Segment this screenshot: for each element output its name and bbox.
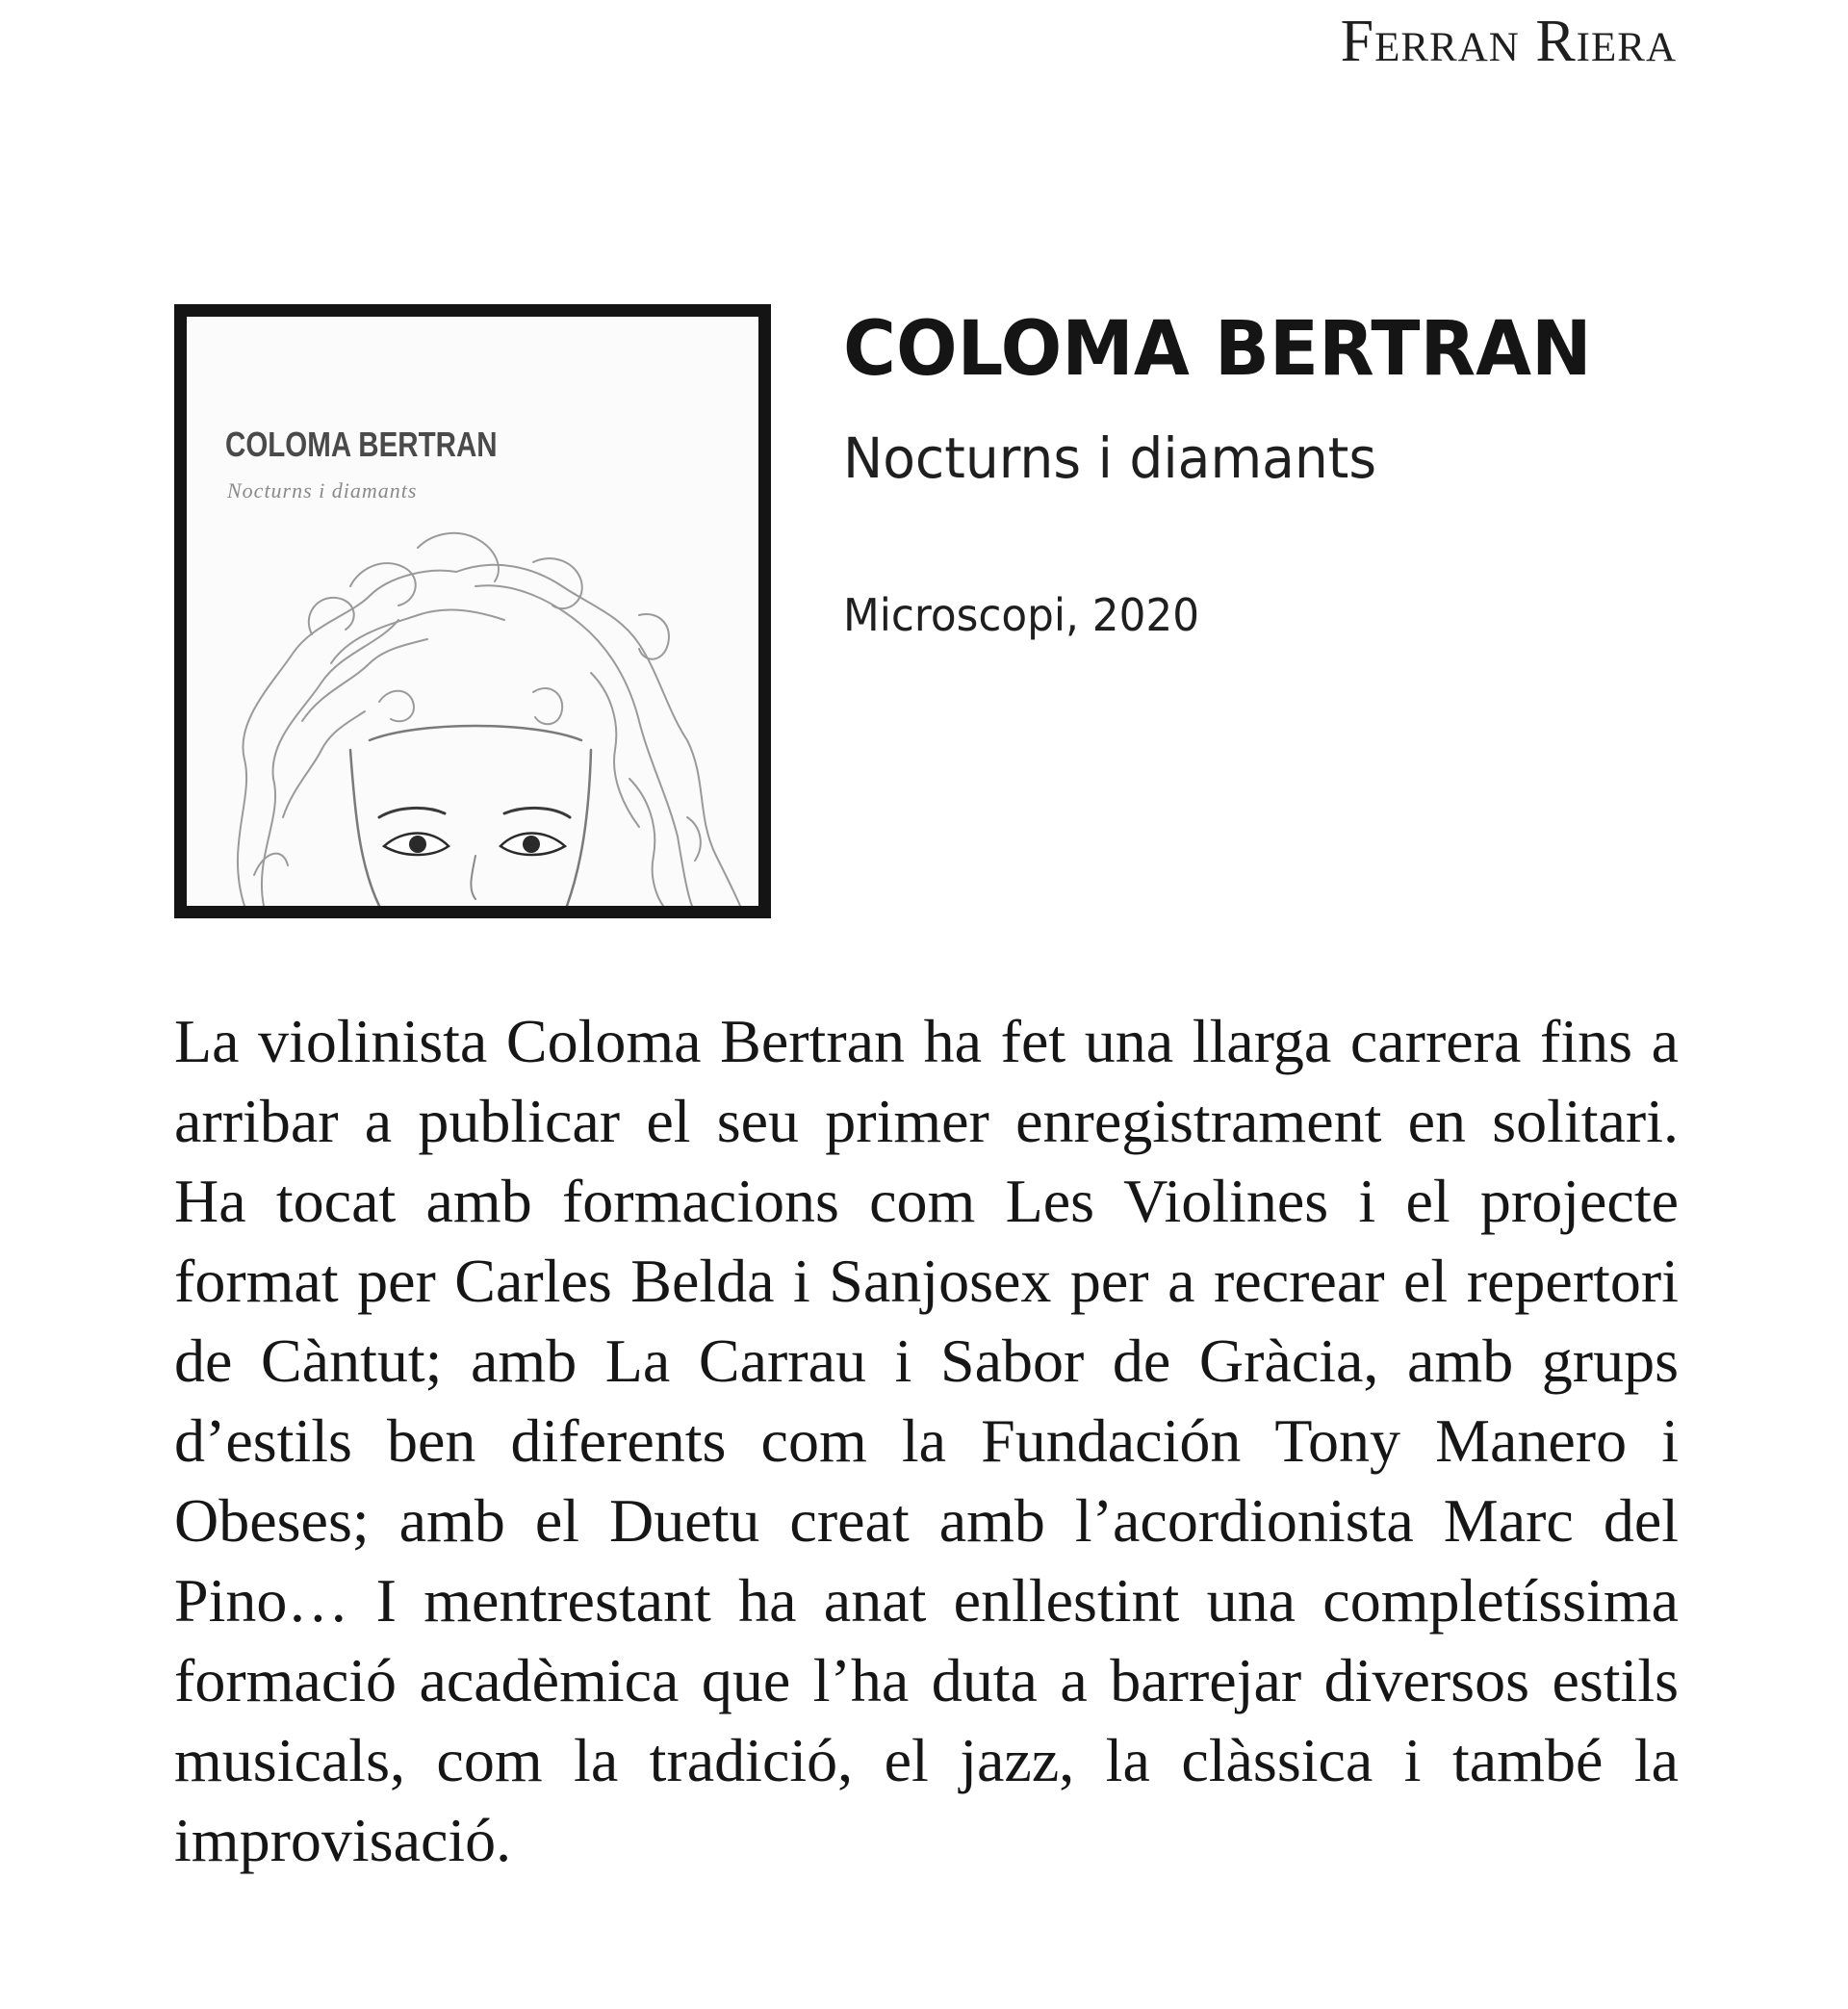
cover-album-title: Nocturns i diamants [227, 478, 418, 502]
album-artist-heading: COLOMA BERTRAN [843, 306, 1592, 393]
album-cover [174, 304, 771, 918]
album-title: Nocturns i diamants [843, 425, 1377, 491]
cover-artist-name: COLOMA BERTRAN [225, 425, 498, 464]
running-head-author: Ferran Riera [1340, 9, 1677, 74]
review-body: La violinista Coloma Bertran ha fet una llarga carrera fins a arribar a publicar el seu primer enregistrament en solitari. Ha tocat amb formacions com Les Violines i el projecte format per Carles Belda i Sanjosex per a recrear el repertori de Càntut; amb La Carrau i Sabor de Gràcia, amb grups d’estils ben diferents com la Fundación Tony Manero i Obeses; amb el Duetu creat amb l’acordionista Marc del Pino… I mentrestant ha anat enllestint una completíssima formació acadèmica que l’ha duta a barrejar diversos estils musicals, com la tradició, el jazz, la clàssica i també la improvisació. [174, 1007, 1679, 1874]
cover-portrait-drawing [187, 528, 758, 906]
album-label-year: Microscopi, 2020 [843, 589, 1200, 641]
